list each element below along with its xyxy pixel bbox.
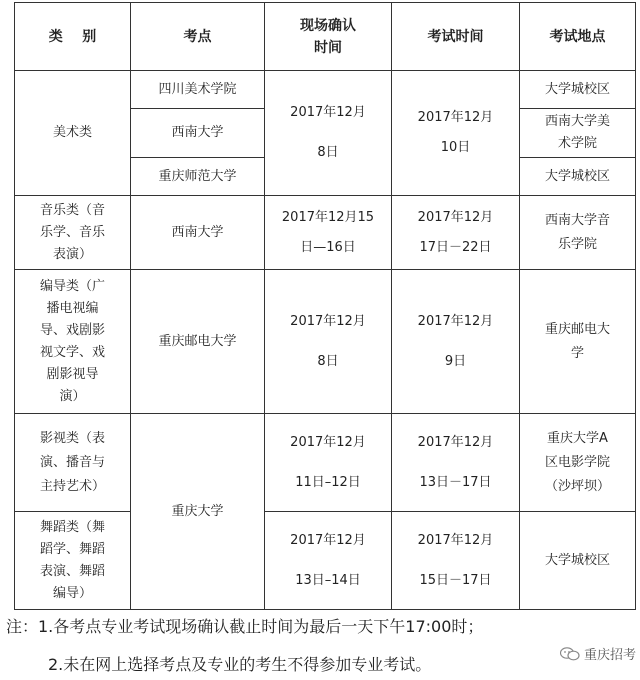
table-row — [15, 71, 636, 109]
category-cell: 美术类 — [15, 71, 131, 196]
exam-time-cell: 2017年12月 13日－17日 — [392, 414, 520, 512]
note-line-2: 2.未在网上选择考点及专业的考生不得参加专业考试。 — [48, 655, 432, 674]
header-exam-time: 考试时间 — [392, 3, 520, 71]
category-cell: 影视类（表 演、播音与 主持艺术） — [15, 414, 131, 512]
confirm-time-cell: 2017年12月 8日 — [265, 71, 392, 196]
header-confirm-time: 现场确认 时间 — [265, 3, 392, 71]
confirm-time-cell: 2017年12月15 日—16日 — [265, 196, 392, 270]
header-category: 类 别 — [15, 3, 131, 71]
venue-cell: 四川美术学院 — [131, 71, 265, 109]
header-venue: 考点 — [131, 3, 265, 71]
watermark — [560, 644, 636, 663]
exam-place-cell: 重庆邮电大 学 — [520, 270, 636, 414]
exam-place-cell: 西南大学美 术学院 — [520, 109, 636, 158]
watermark-text: 重庆招考 — [583, 648, 636, 663]
category-cell: 编导类（广 播电视编 导、戏剧影 视文学、戏 剧影视导 演） — [15, 270, 131, 414]
exam-time-cell: 2017年12月 9日 — [392, 270, 520, 414]
confirm-time-cell: 2017年12月 13日–14日 — [265, 512, 392, 610]
table-row — [15, 512, 636, 610]
exam-place-cell: 重庆大学A 区电影学院 （沙坪坝） — [520, 414, 636, 512]
venue-cell: 重庆师范大学 — [131, 158, 265, 196]
venue-cell: 西南大学 — [131, 196, 265, 270]
header-exam-place: 考试地点 — [520, 3, 636, 71]
venue-cell: 西南大学 — [131, 109, 265, 158]
venue-cell: 重庆邮电大学 — [131, 270, 265, 414]
table-row — [15, 196, 636, 270]
category-cell: 音乐类（音 乐学、音乐 表演） — [15, 196, 131, 270]
exam-time-cell: 2017年12月 15日－17日 — [392, 512, 520, 610]
note-line-1: 注：1.各考点专业考试现场确认截止时间为最后一天下午17:00时； — [6, 617, 484, 636]
table-row — [15, 270, 636, 414]
exam-time-cell: 2017年12月 17日－22日 — [392, 196, 520, 270]
exam-schedule-table — [14, 2, 636, 610]
wechat-icon — [560, 647, 580, 661]
confirm-time-cell: 2017年12月 8日 — [265, 270, 392, 414]
confirm-time-cell: 2017年12月 11日–12日 — [265, 414, 392, 512]
exam-place-cell: 大学城校区 — [520, 71, 636, 109]
table-row — [15, 414, 636, 512]
exam-time-cell: 2017年12月 10日 — [392, 71, 520, 196]
venue-cell: 重庆大学 — [131, 414, 265, 610]
exam-place-cell: 大学城校区 — [520, 512, 636, 610]
header-row — [15, 3, 636, 71]
category-cell: 舞蹈类（舞 蹈学、舞蹈 表演、舞蹈 编导） — [15, 512, 131, 610]
exam-place-cell: 大学城校区 — [520, 158, 636, 196]
exam-place-cell: 西南大学音 乐学院 — [520, 196, 636, 270]
